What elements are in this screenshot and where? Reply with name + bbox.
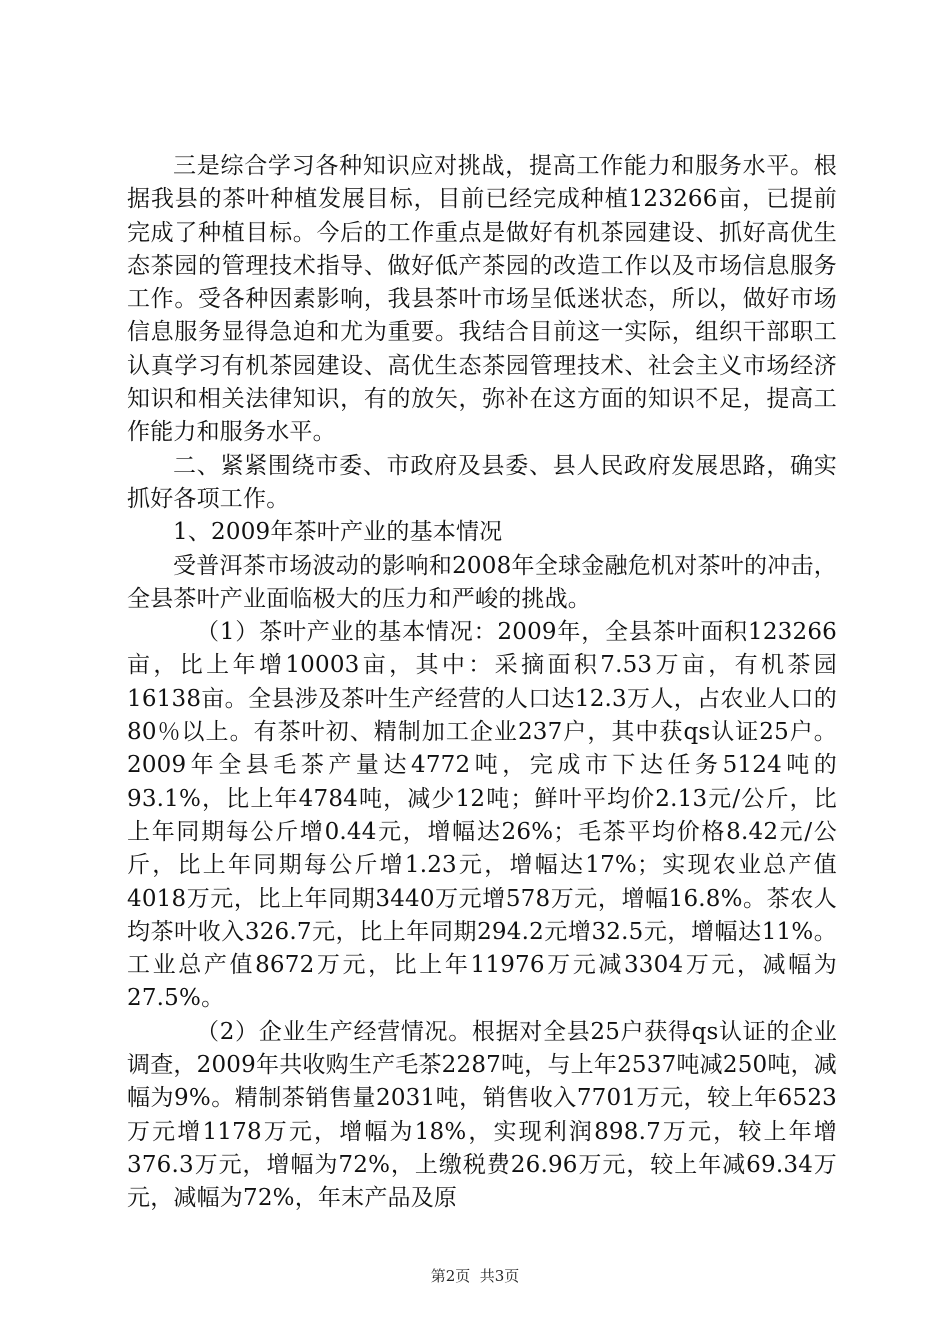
document-body — [127, 150, 837, 1216]
page-footer: 第2页 共3页 — [430, 1267, 520, 1285]
paragraph-study-knowledge: 三是综合学习各种知识应对挑战，提高工作能力和服务水平。根据我县的茶叶种植发展目标，目前已经完成种植123266亩，已提前完成了种植目标。今后的工作重点是做好有机茶园建设、抓好高优生态茶园的管理技术指导、做好低产茶园的改造工作以及市场信息服务工作。受各种因素影响，我县茶叶市场呈低迷状态，所以，做好市场信息服务显得急迫和尤为重要。我结合目前这一实际，组织干部职工认真学习有机茶园建设、高优生态茶园管理技术、社会主义市场经济知识和相关法律知识，有的放矢，弥补在这方面的知识不足，提高工作能力和服务水平。 — [127, 153, 837, 446]
paragraph-enterprise-operations: （2）企业生产经营情况。根据对全县25户获得qs认证的企业调查，2009年共收购生产毛茶2287吨，与上年2537吨减250吨，减幅为9%。精制茶销售量2031吨，销售收入7701万元，较上年6523万元增1178万元，增幅为18%，实现利润898.7万元，较上年增376.3万元，增幅为72%，上缴税费26.96万元，较上年减69.34万元，减幅为72%，年末产品及原 — [127, 1018, 837, 1212]
paragraph-market-impact: 受普洱茶市场波动的影响和2008年全球金融危机对茶叶的冲击，全县茶叶产业面临极大的压力和严峻的挑战。 — [127, 552, 837, 612]
paragraph-industry-basics: （1）茶叶产业的基本情况：2009年，全县茶叶面积123266亩，比上年增10003亩，其中：采摘面积7.53万亩，有机茶园16138亩。全县涉及茶叶生产经营的人口达12.3万人，占农业人口的80％以上。有茶叶初、精制加工企业237户，其中获qs认证25户。2009年全县毛茶产量达4772吨，完成市下达任务5124吨的93.1%，比上年4784吨，减少12吨；鲜叶平均价2.13元/公斤，比上年同期每公斤增0.44元，增幅达26%；毛茶平均价格8.42元/公斤，比上年同期每公斤增1.23元，增幅达17%；实现农业总产值4018万元，比上年同期3440万元增578万元，增幅16.8%。茶农人均茶叶收入326.7元，比上年同期294.2元增32.5元，增幅达11%。工业总产值8672万元，比上年11976万元减3304万元，减幅为27.5%。 — [127, 619, 837, 1012]
paragraph-section-two-heading: 二、紧紧围绕市委、市政府及县委、县人民政府发展思路，确实抓好各项工作。 — [127, 452, 837, 512]
paragraph-subsection-heading: 1、2009年茶叶产业的基本情况 — [173, 519, 503, 546]
